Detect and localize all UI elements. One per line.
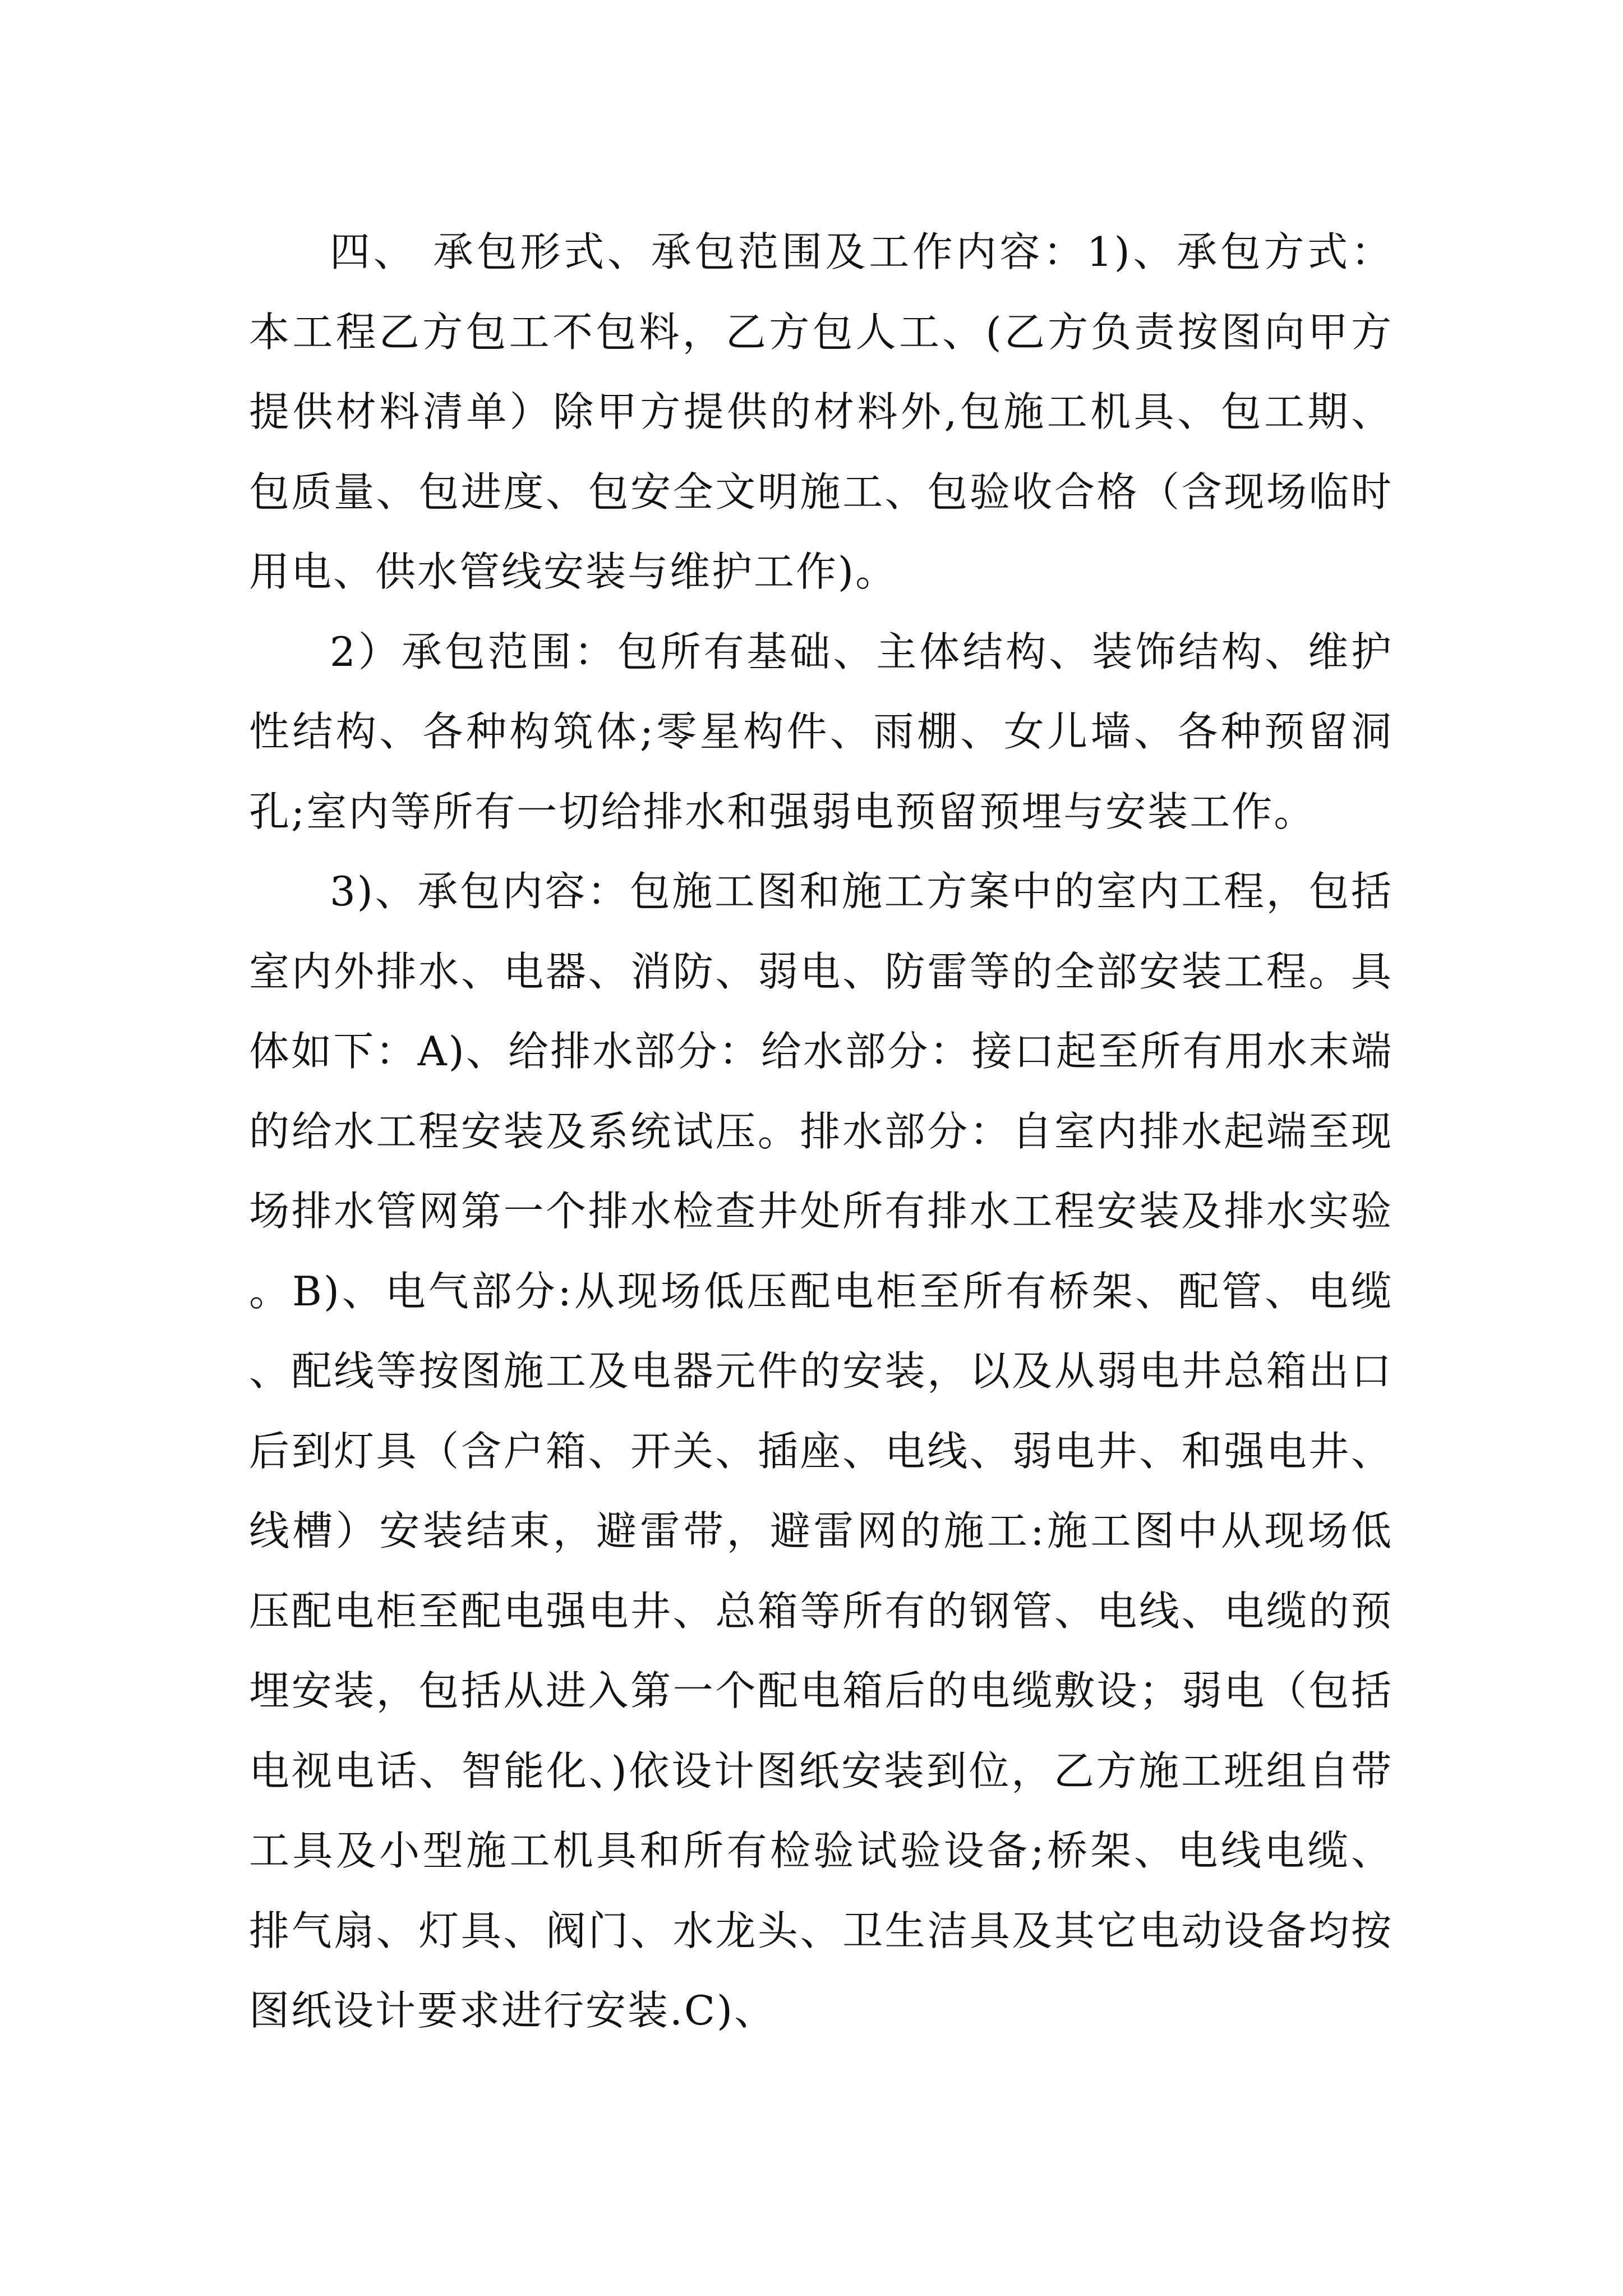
- contract-text-body: [249, 212, 1393, 2051]
- paragraph-contract-content: 3)、承包内容：包施工图和施工方案中的室内工程，包括室内外排水、电器、消防、弱电、防雷等的全部安装工程。具体如下：A)、给排水部分：给水部分：接口起至所有用水末端的给水工程安装及系统试压。排水部分：自室内排水起端至现场排水管网第一个排水检查井处所有排水工程安装及排水实验。B)、电气部分:从现场低压配电柜至所有桥架、配管、电缆、配线等按图施工及电器元件的安装，以及从弱电井总箱出口后到灯具（含户箱、开关、插座、电线、弱电井、和强电井、线槽）安装结束，避雷带，避雷网的施工:施工图中从现场低压配电柜至配电强电井、总箱等所有的钢管、电线、电缆的预埋安装，包括从进入第一个配电箱后的电缆敷设；弱电（包括电视电话、智能化、)依设计图纸安装到位，乙方施工班组自带工具及小型施工机具和所有检验试验设备;桥架、电线电缆、排气扇、灯具、阀门、水龙头、卫生洁具及其它电动设备均按图纸设计要求进行安装.C)、: [249, 868, 1393, 2034]
- paragraph-contract-form-scope: 四、 承包形式、承包范围及工作内容：1)、承包方式：本工程乙方包工不包料，乙方包人工、(乙方负责按图向甲方提供材料清单）除甲方提供的材料外,包施工机具、包工期、包质量、包进度、包安全文明施工、包验收合格（含现场临时用电、供水管线安装与维护工作)。: [249, 228, 1393, 595]
- paragraph-contract-scope: 2）承包范围：包所有基础、主体结构、装饰结构、维护性结构、各种构筑体;零星构件、雨棚、女儿墙、各种预留洞孔;室内等所有一切给排水和强弱电预留预埋与安装工作。: [249, 628, 1393, 835]
